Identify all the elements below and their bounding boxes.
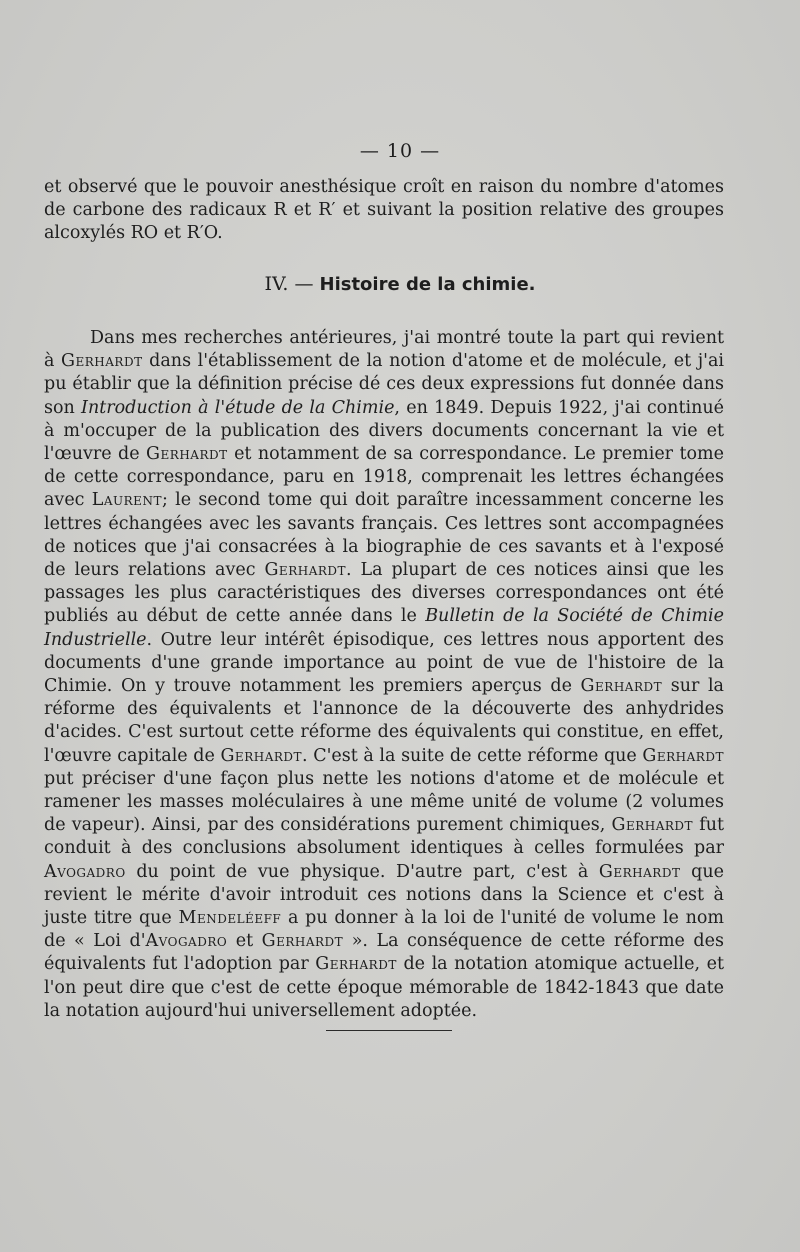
name-gerhardt: Gerhardt: [611, 815, 694, 836]
end-rule: [326, 1030, 452, 1031]
name-gerhardt: Gerhardt: [264, 560, 347, 581]
name-gerhardt: Gerhardt: [146, 444, 228, 465]
text-run: de la notation atomique actuelle, et l'on peut dire que c'est de cette époque mémorable de 1842-1843 que date la notation aujourd'hui universellement adoptée.: [44, 954, 724, 1021]
name-gerhardt: Gerhardt: [315, 954, 397, 975]
section-heading: [0, 273, 800, 295]
name-gerhardt: Gerhardt: [642, 745, 724, 766]
section-numeral: IV. —: [264, 273, 314, 295]
text-run: Dans mes recherches antérieures, j'ai montré toute la part qui revient à: [44, 328, 724, 372]
text-run: fut conduit à des conclusions absolument identiques à celles formulées par: [44, 815, 724, 859]
text-run: . Outre leur intérêt épisodique, ces lettres nous apportent des documents d'une grande importance au point de vue de l'histoire de la Chimie. On y trouve notamment les premiers aperçus de: [44, 629, 724, 697]
text-run: du point de vue physique. D'autre part, c'est à: [136, 861, 589, 882]
text-run: , en 1849. Depuis 1922, j'ai continué à m'occuper de la publication des divers documents concernant la vie et l'œuvre de: [44, 397, 724, 465]
journal-title: Bulletin de la Société de Chimie Industrielle: [44, 606, 724, 650]
text-run: . C'est à la suite de cette réforme que: [302, 745, 637, 766]
text-run: . La plupart de ces notices ainsi que les passages les plus caractéristiques des diverses correspondances ont été publiés au début de cette année dans le: [44, 560, 724, 627]
text-run: et: [235, 931, 254, 952]
name-gerhardt: Gerhardt: [598, 861, 681, 882]
section-title: Histoire de la chimie.: [319, 274, 536, 295]
page-number: — 10 —: [359, 140, 441, 162]
book-title: Introduction à l'étude de la Chimie: [81, 397, 395, 418]
body-paragraph: [44, 327, 724, 1023]
text-run: a pu donner à la loi de l'unité de volume le nom de « Loi d': [44, 908, 724, 952]
text-run: ». La conséquence de cette réforme des équivalents fut l'adoption par: [44, 931, 724, 975]
name-gerhardt: Gerhardt: [261, 931, 344, 952]
name-gerhardt: Gerhardt: [580, 676, 663, 697]
text-run: que revient le mérite d'avoir introduit ces notions dans la Science et c'est à juste titre que: [44, 861, 724, 929]
text-run: sur la réforme des équivalents et l'annonce de la découverte des anhydrides d'acides. C'est surtout cette réforme des équivalents qui constitue, en effet, l'œuvre capitale de: [44, 676, 724, 766]
name-gerhardt: Gerhardt: [220, 745, 303, 766]
name-mendeleeff: Mendeléeff: [178, 908, 282, 929]
name-gerhardt: Gerhardt: [61, 351, 143, 372]
name-avogadro: Avogadro: [44, 861, 126, 882]
text-run: et notamment de sa correspondance. Le premier tome de cette correspondance, paru en 1918, comprenait les lettres échangées avec: [44, 444, 724, 511]
text-run: dans l'établissement de la notion d'atome et de molécule, et j'ai pu établir que la définition précise dé ces deux expressions fut donnée dans son: [44, 351, 724, 418]
name-avogadro: Avogadro: [145, 931, 228, 952]
name-laurent: Laurent: [91, 490, 162, 511]
text-run: ; le second tome qui doit paraître incessamment concerne les lettres échangées avec les savants français. Ces lettres sont accompagnées de notices que j'ai consacrées à la biographie de ces savants et à l'exposé de leurs relations avec: [44, 490, 724, 581]
intro-paragraph: et observé que le pouvoir anesthésique croît en raison du nombre d'atomes de carbone des radicaux R et R′ et suivant la position relative des groupes alcoxylés RO et R′O.: [44, 177, 724, 244]
text-run: put préciser d'une façon plus nette les notions d'atome et de molécule et ramener les masses moléculaires à une même unité de volume (2 volumes de vapeur). Ainsi, par des considérations purement chimiques,: [44, 768, 724, 836]
